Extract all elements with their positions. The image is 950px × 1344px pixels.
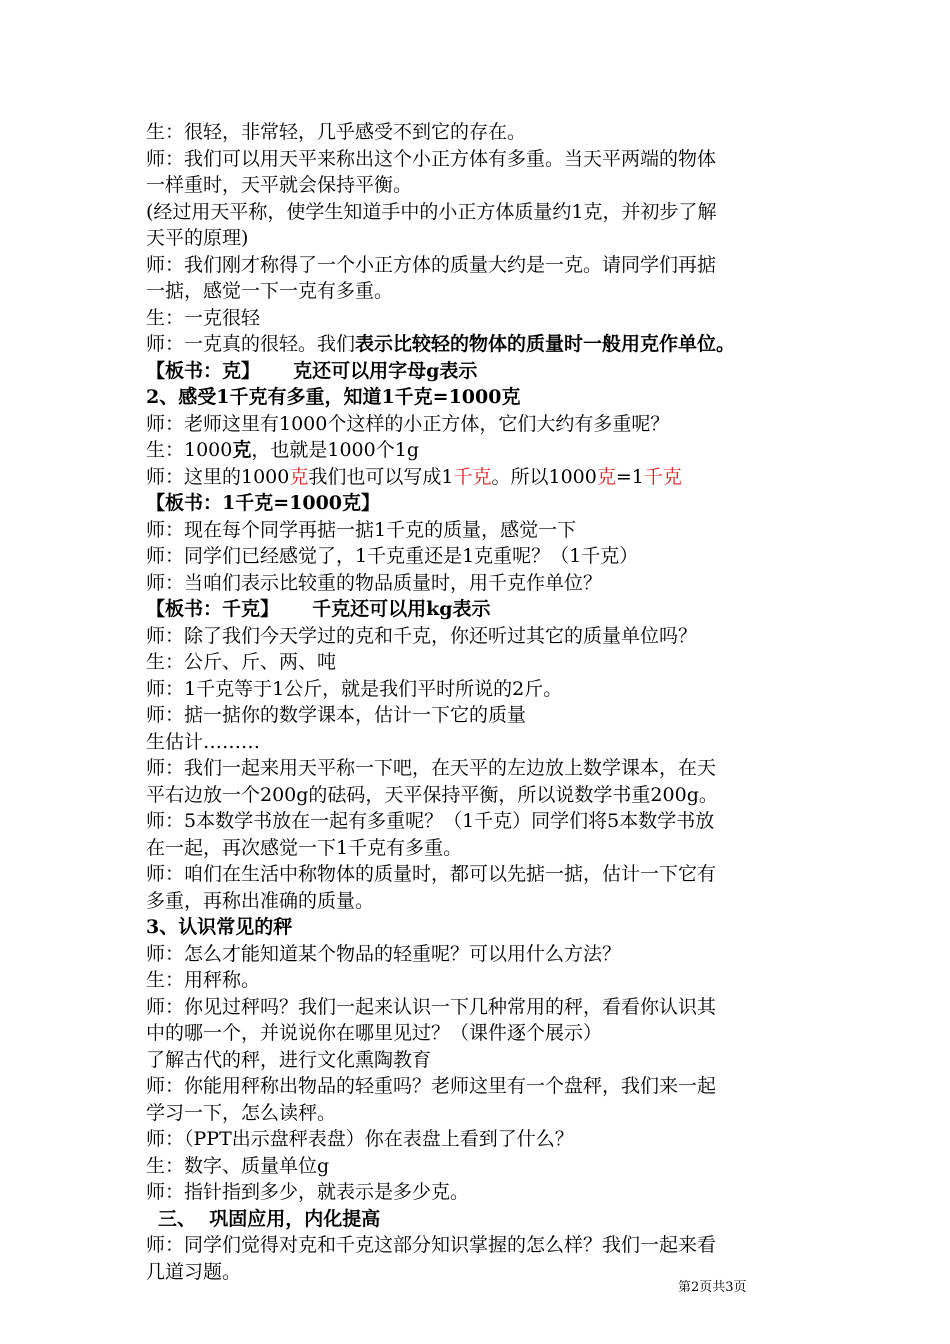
text-line [146,464,826,491]
text-line: 师：同学们已经感觉了，1千克重还是1克重呢？（1千克） [146,545,639,567]
section-heading-part-three: 三、 巩固应用，内化提高 [158,1207,381,1230]
text-line: 天平的原理) [146,227,249,249]
text-line: 师：现在每个同学再掂一掂1千克的质量，感觉一下 [146,518,577,541]
text-line: 师：当咱们表示比较重的物品质量时，用千克作单位？ [146,571,603,594]
text-line: 师：掂一掂你的数学课本，估计一下它的质量 [146,704,527,726]
text-run: 师：一克真的很轻。我们 [146,333,356,355]
text-line: 多重，再称出准确的质量。 [146,889,375,912]
board-note-ke: 【板书：克】 克还可以用字母g表示 [146,359,478,382]
text-line: 师：你能用秤称出物品的轻重吗？老师这里有一个盘秤，我们来一起 [146,1075,717,1097]
text-line: 几道习题。 [146,1260,242,1283]
red-text-run: 克 [596,465,616,488]
board-note-qianke: 【板书：千克】 千克还可以用kg表示 [146,598,491,620]
bold-text-run: 克 [232,439,252,461]
text-line: 了解古代的秤，进行文化熏陶教育 [146,1048,432,1071]
text-line: 师：1千克等于1公斤，就是我们平时所说的2斤。 [146,677,563,700]
text-run: 师：这里的1000 [146,465,290,488]
text-line: 生：公斤、斤、两、吨 [146,651,337,673]
board-note-kg-equation: 【板书：1千克=1000克】 [146,492,381,514]
text-line: 师：（PPT出示盘秤表盘）你在表盘上看到了什么？ [146,1128,574,1150]
text-line: (经过用天平称，使学生知道手中的小正方体质量约1克，并初步了解 [146,200,717,223]
text-line: 师：同学们觉得对克和千克这部分知识掌握的怎么样？我们一起来看 [146,1234,717,1256]
text-line: 师：你见过秤吗？我们一起来认识一下几种常用的秤，看看你认识其 [146,995,717,1018]
text-line: 师：我们刚才称得了一个小正方体的质量大约是一克。请同学们再掂 [146,253,717,276]
red-text-run: 千克 [643,465,682,488]
text-line: 生：用秤称。 [146,969,261,991]
document-body [146,119,826,1285]
section-heading-2: 2、感受1千克有多重，知道1千克=1000克 [146,386,521,408]
text-line: 学习一下，怎么读秤。 [146,1101,337,1124]
text-line: 师：老师这里有1000个这样的小正方体，它们大约有多重呢？ [146,412,670,435]
text-run: 生：1000 [146,439,233,461]
text-line: 平右边放一个200g的砝码，天平保持平衡，所以说数学书重200g。 [146,783,718,806]
text-line: 生估计……… [146,730,261,753]
text-run: =1 [615,465,644,488]
red-text-run: 克 [289,465,309,488]
text-line: 在一起，再次感觉一下1千克有多重。 [146,836,463,859]
text-line [146,437,826,464]
text-run: ，也就是1000个1g [251,439,419,461]
section-heading-3: 3、认识常见的秤 [146,916,293,938]
text-run: 。所以1000 [491,465,597,488]
text-line: 师：5本数学书放在一起有多重呢？（1千克）同学们将5本数学书放 [146,810,715,832]
text-line: 师：我们可以用天平来称出这个小正方体有多重。当天平两端的物体 [146,147,717,170]
text-line: 一样重时，天平就会保持平衡。 [146,174,413,196]
text-line [146,331,826,358]
text-line: 生：数字、质量单位g [146,1154,330,1177]
red-text-run: 千克 [453,465,492,488]
text-line: 师：咱们在生活中称物体的质量时，都可以先掂一掂，估计一下它有 [146,863,717,885]
text-line: 一掂，感觉一下一克有多重。 [146,280,394,302]
text-line: 生：一克很轻 [146,306,261,329]
text-line: 生：很轻，非常轻，几乎感受不到它的存在。 [146,121,527,143]
text-line: 师：怎么才能知道某个物品的轻重呢？可以用什么方法？ [146,942,622,965]
page-number-footer: 第2页共3页 [678,1280,747,1295]
text-line: 师：除了我们今天学过的克和千克，你还听过其它的质量单位吗？ [146,624,698,647]
bold-text-run: 表示比较轻的物体的质量时一般用克作单位。 [355,333,736,355]
text-line: 师：指针指到多少，就表示是多少克。 [146,1181,470,1203]
text-run: 我们也可以写成1 [308,465,454,488]
text-line: 师：我们一起来用天平称一下吧，在天平的左边放上数学课本，在天 [146,757,717,779]
text-line: 中的哪一个，并说说你在哪里见过？（课件逐个展示） [146,1022,603,1044]
